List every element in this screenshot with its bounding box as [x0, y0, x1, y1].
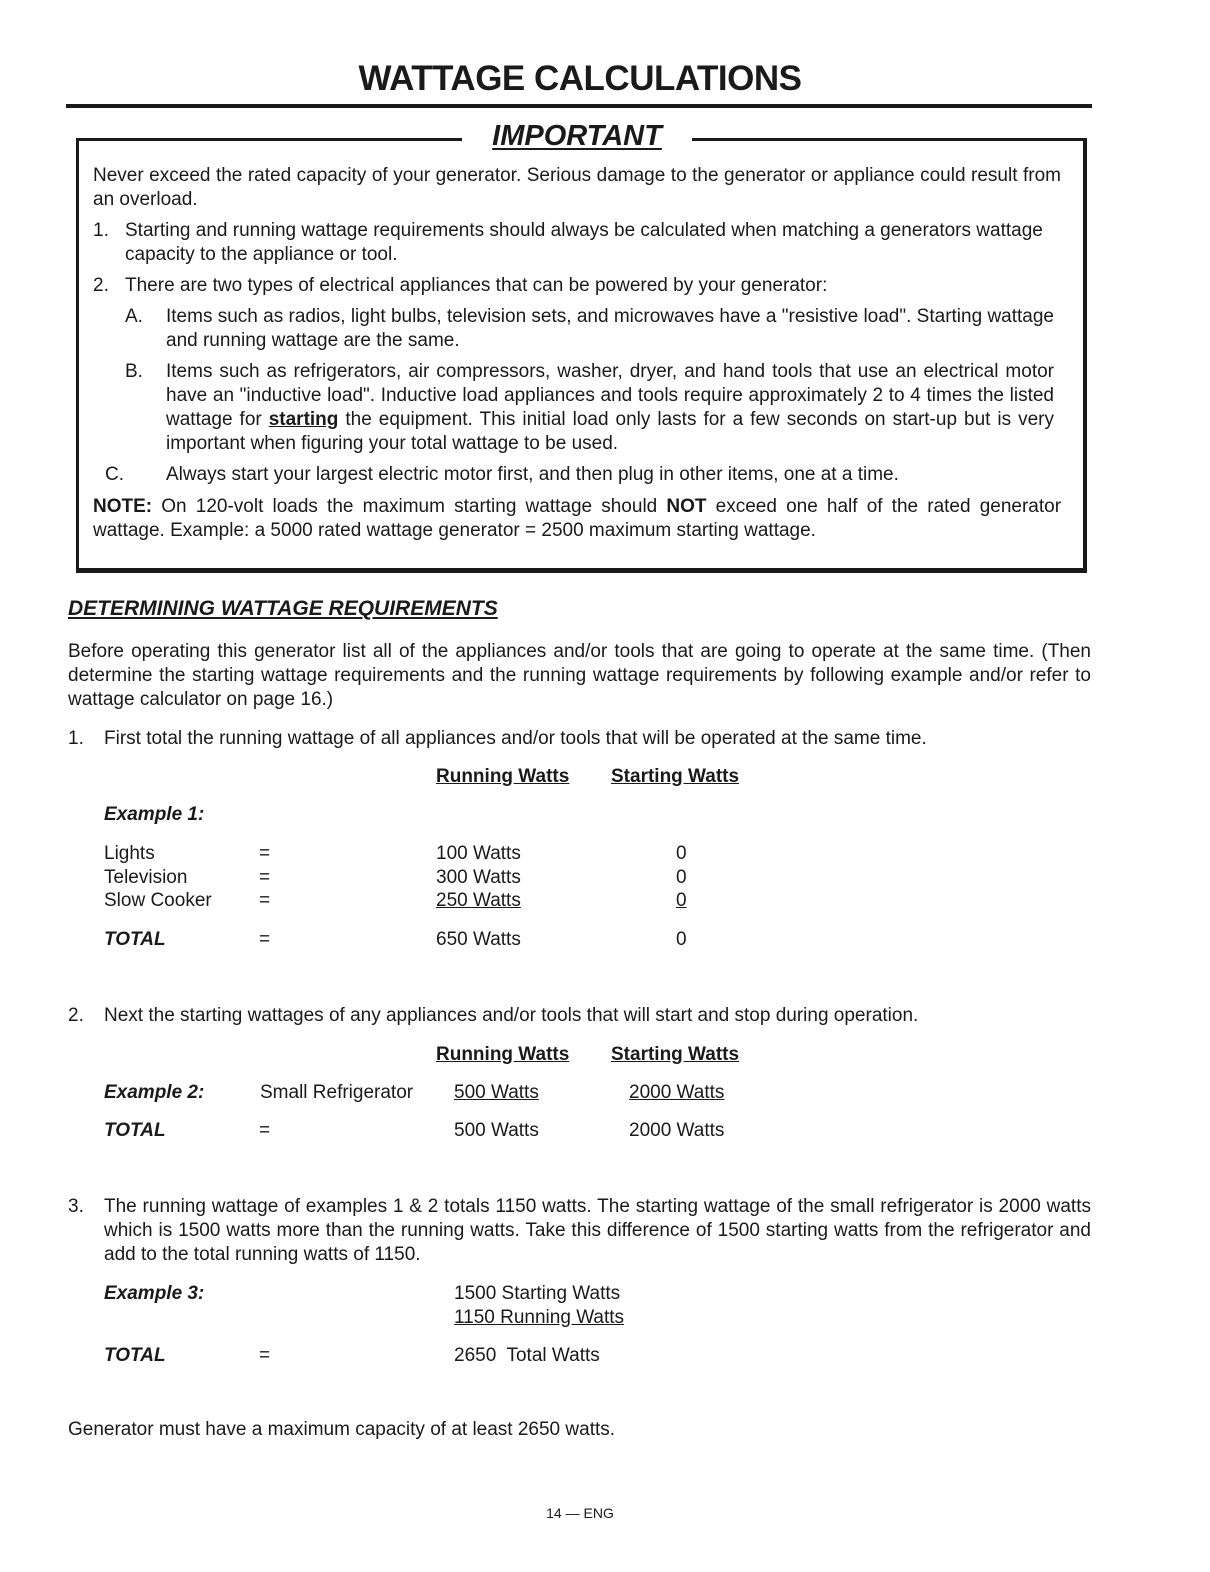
step-2-text: Next the starting wattages of any appliances and/or tools that will start and stop during operation.: [104, 1005, 919, 1026]
title-rule: [66, 104, 1092, 108]
step-3-number: 3.: [68, 1196, 84, 1217]
row-starting: 0: [676, 843, 687, 864]
item-number: 2.: [93, 275, 109, 296]
example-2-label: Example 2:: [104, 1082, 205, 1103]
total-running: 650 Watts: [436, 929, 521, 950]
row-running: 250 Watts: [436, 890, 521, 911]
example-3-line-2: 1150 Running Watts: [454, 1307, 625, 1328]
sub-text: Items such as radios, light bulbs, television sets, and microwaves have a "resistive load". Starting wattage and running wattage are the same.: [166, 306, 1054, 351]
section-intro: Before operating this generator list all of the appliances and/or tools that are going to operate at the same time. (Then determine the starting wattage requirements and the running wattage requirements by following example and/or refer to wattage calculator on page 16.): [68, 641, 1091, 710]
note-label: NOTE:: [93, 496, 153, 517]
col-starting-header: Starting Watts: [611, 1044, 740, 1065]
row-running: 100 Watts: [436, 843, 521, 864]
starting-emphasis: starting: [268, 409, 339, 430]
total-equals: =: [259, 929, 271, 950]
col-starting-header: Starting Watts: [611, 766, 740, 787]
row-starting: 0: [676, 890, 687, 911]
row-starting: 0: [676, 867, 687, 888]
example-3-line-1: 1500 Starting Watts: [454, 1283, 621, 1304]
sub-letter: C.: [105, 464, 124, 485]
item-number: 1.: [93, 220, 109, 241]
sub-letter: B.: [125, 361, 143, 382]
important-note: NOTE: On 120-volt loads the maximum starting wattage should NOT exceed one half of the rated generator wattage. Example: a 5000 rated wattage generator = 2500 maximum starting wattage.: [93, 496, 1062, 541]
note-emphasis: NOT: [666, 496, 707, 517]
total-label: TOTAL: [104, 1345, 166, 1366]
example-3-label: Example 3:: [104, 1283, 205, 1304]
sub-letter: A.: [125, 306, 143, 327]
example-2-running: 500 Watts: [454, 1082, 539, 1103]
total-starting: 0: [676, 929, 687, 950]
row-item: Television: [104, 867, 188, 888]
example-2-item: Small Refrigerator: [260, 1082, 414, 1103]
step-3-text: The running wattage of examples 1 & 2 totals 1150 watts. The starting wattage of the small refrigerator is 2000 watts which is 1500 watts more than the running watts. Take this difference of 1500 starting watts from the refrigerator and add to the total running watts of 1150.: [104, 1196, 1091, 1265]
col-running-header: Running Watts: [436, 766, 570, 787]
total-equals: =: [259, 1345, 271, 1366]
example-1-label: Example 1:: [104, 804, 205, 825]
total-running: 500 Watts: [454, 1120, 539, 1141]
step-2-number: 2.: [68, 1005, 84, 1026]
row-item: Slow Cooker: [104, 890, 212, 911]
row-equals: =: [259, 890, 271, 911]
row-running: 300 Watts: [436, 867, 521, 888]
step-1-text: First total the running wattage of all appliances and/or tools that will be operated at the same time.: [104, 728, 927, 749]
page-title: WATTAGE CALCULATIONS: [358, 59, 802, 98]
important-intro: Never exceed the rated capacity of your generator. Serious damage to the generator or appliance could result from an overload.: [93, 165, 1061, 210]
total-equals: =: [259, 1120, 271, 1141]
sub-text: Items such as refrigerators, air compressors, washer, dryer, and hand tools that use an electrical motor have an "inductive load". Inductive load appliances and tools require approximately 2 to 4 times the listed wattage for starting the equipment. This initial load only lasts for a few seconds on start-up but is very important when figuring your total wattage to be used.: [166, 361, 1055, 454]
total-starting: 2000 Watts: [629, 1120, 725, 1141]
item-text: Starting and running wattage requirements should always be calculated when matching a generators wattage capacity to the appliance or tool.: [125, 220, 1043, 265]
sub-text: Always start your largest electric motor first, and then plug in other items, one at a time.: [166, 464, 899, 485]
conclusion: Generator must have a maximum capacity of at least 2650 watts.: [68, 1419, 616, 1440]
page-number: 14 — ENG: [546, 1505, 614, 1521]
row-equals: =: [259, 867, 271, 888]
section-heading: DETERMINING WATTAGE REQUIREMENTS: [68, 597, 498, 620]
row-equals: =: [259, 843, 271, 864]
example-3-total: 2650 Total Watts: [454, 1345, 600, 1366]
step-1-number: 1.: [68, 728, 84, 749]
total-label: TOTAL: [104, 1120, 166, 1141]
total-label: TOTAL: [104, 929, 166, 950]
important-heading: IMPORTANT: [462, 117, 692, 155]
col-running-header: Running Watts: [436, 1044, 570, 1065]
item-text: There are two types of electrical appliances that can be powered by your generator:: [125, 275, 828, 296]
example-2-starting: 2000 Watts: [629, 1082, 725, 1103]
row-item: Lights: [104, 843, 155, 864]
